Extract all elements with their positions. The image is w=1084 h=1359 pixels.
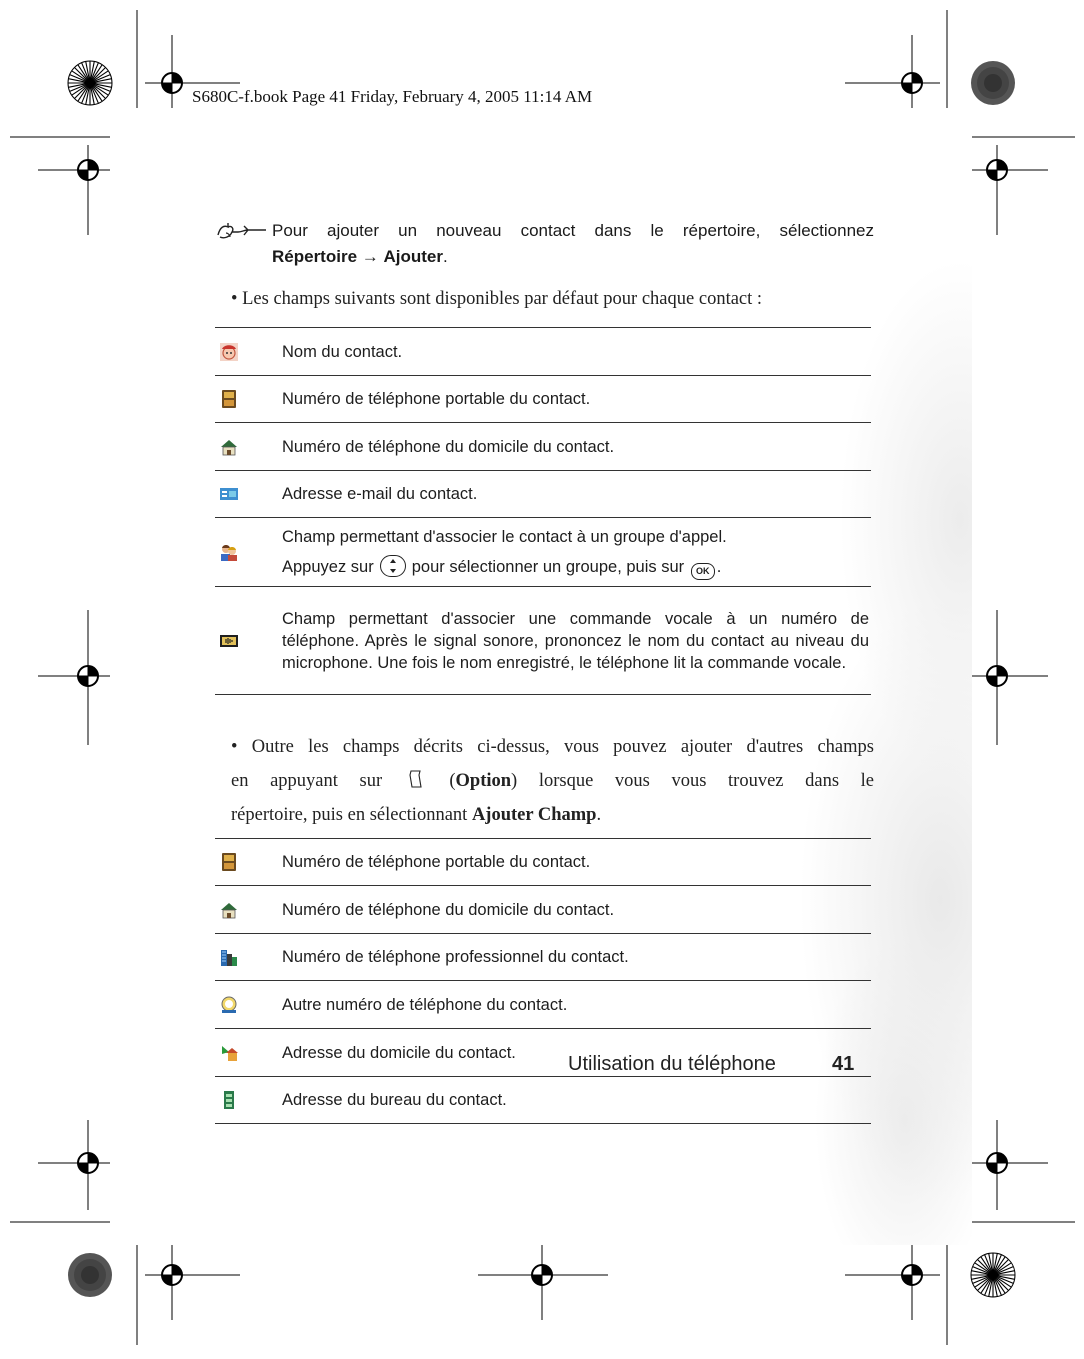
home-icon: [220, 438, 238, 456]
ok-key-icon: OK: [691, 563, 715, 580]
default-fields-table: [215, 327, 871, 695]
table-row: [215, 1076, 871, 1124]
pointing-hand-icon: [214, 219, 268, 243]
additional-fields-table: [215, 838, 871, 1124]
section2-intro: • Outre les champs décrits ci-dessus, vous pouvez ajouter d'autres champs en appuyant sur (Option) lorsque vous vous trouvez dans le répertoire, puis en sélectionnant Ajouter Champ.: [231, 737, 874, 825]
soft-key-icon: [408, 769, 424, 789]
tip-text-line1: Pour ajouter un nouveau contact dans le répertoire, sélectionnez: [272, 221, 874, 240]
table-row: [215, 586, 871, 695]
office-address-icon: [220, 1091, 238, 1109]
mobile-phone-icon: [220, 853, 238, 871]
tip-note: [214, 219, 874, 271]
tip-text-line2: Répertoire → Ajouter.: [272, 247, 448, 266]
row-text: Numéro de téléphone portable du contact.: [282, 390, 591, 408]
table-row: [215, 422, 871, 470]
page-number: 41: [832, 1053, 855, 1075]
table-row: [215, 838, 871, 885]
row-text: Nom du contact.: [282, 342, 403, 361]
row-text: Adresse e-mail du contact.: [282, 485, 478, 503]
email-card-icon: [220, 485, 238, 503]
other-phone-icon: [220, 996, 238, 1014]
section1-intro: • Les champs suivants sont disponibles par défaut pour chaque contact :: [231, 289, 763, 309]
row-text: Numéro de téléphone professionnel du contact.: [282, 948, 629, 966]
office-building-icon: [220, 948, 238, 966]
book-info-line: S680C-f.book Page 41 Friday, February 4, 2005 11:14 AM: [192, 87, 593, 106]
footer-section-title: Utilisation du téléphone: [568, 1053, 776, 1075]
table-row: [215, 327, 871, 375]
table-row: [215, 933, 871, 980]
row-text: Champ permettant d'associer une commande vocale à un numéro de téléphone. Après le signal sonore, prononcez le nom du contact au niveau du microphone. Une fois le nom enregistré, le téléphone lit la commande vocale.: [282, 609, 869, 672]
row-text: Champ permettant d'associer le contact à un groupe d'appel. Appuyez sur pour sélectionner un groupe, puis sur OK .: [282, 522, 729, 582]
table-row: [215, 980, 871, 1028]
navigation-key-icon: [380, 555, 406, 577]
row-text: Numéro de téléphone portable du contact.: [282, 853, 591, 871]
row-text: Autre numéro de téléphone du contact.: [282, 995, 568, 1014]
table-row: [215, 885, 871, 933]
home-address-icon: [220, 1044, 238, 1062]
home-icon: [220, 901, 238, 919]
row-text: Adresse du bureau du contact.: [282, 1091, 507, 1109]
group-icon: [220, 543, 238, 561]
row-text: Numéro de téléphone du domicile du contact.: [282, 900, 615, 919]
mobile-phone-icon: [220, 390, 238, 408]
row-text: Adresse du domicile du contact.: [282, 1043, 516, 1062]
table-row: [215, 517, 871, 586]
voice-tag-icon: [220, 632, 238, 650]
contact-face-icon: [220, 343, 238, 361]
row-text: Numéro de téléphone du domicile du contact.: [282, 437, 615, 456]
table-row: [215, 470, 871, 517]
table-row: [215, 375, 871, 422]
